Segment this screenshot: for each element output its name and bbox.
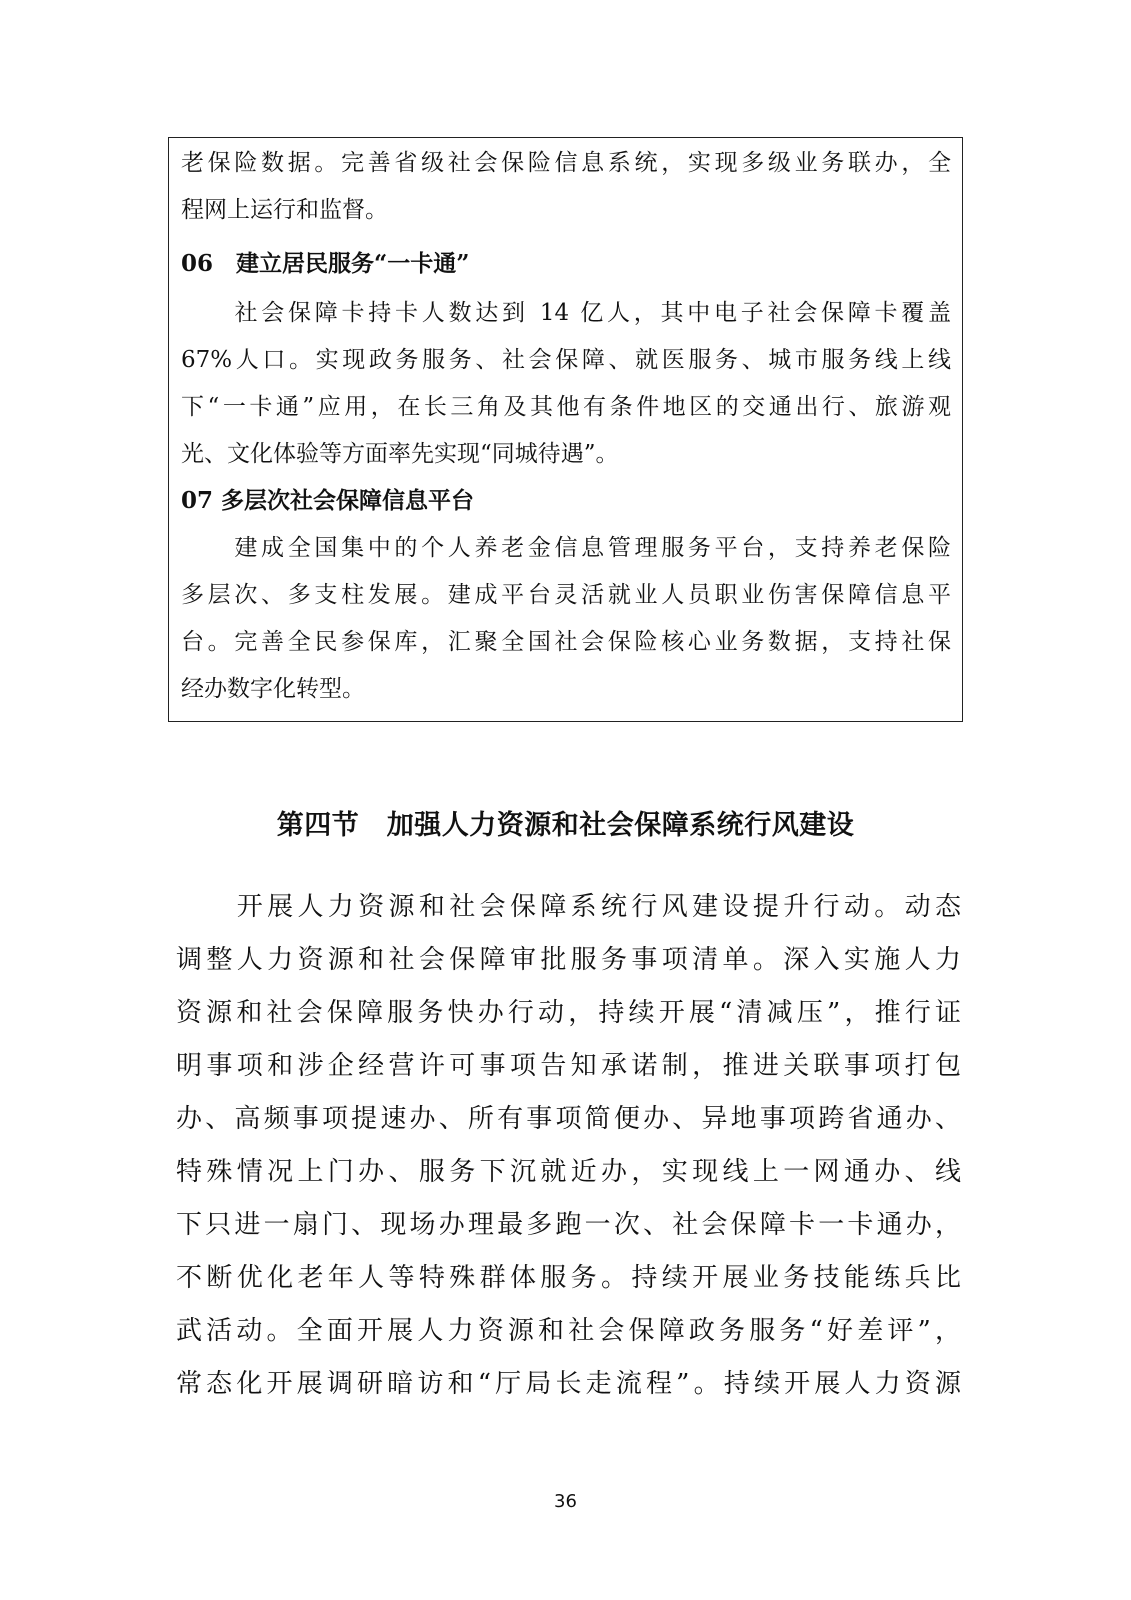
- box-text-line: 下“一卡通”应用，在长三角及其他有条件地区的交通出行、旅游观: [181, 394, 951, 420]
- box-text-line: 光、文化体验等方面率先实现“同城待遇”。: [181, 441, 619, 467]
- body-text-line: 常态化开展调研暗访和“厅局长走流程”。持续开展人力资源: [176, 1369, 961, 1399]
- body-text-line: 特殊情况上门办、服务下沉就近办，实现线上一网通办、线: [176, 1157, 961, 1187]
- body-text-line: 不断优化老年人等特殊群体服务。持续开展业务技能练兵比: [176, 1263, 961, 1293]
- box-item-heading-07: 07 多层次社会保障信息平台: [181, 487, 475, 514]
- page-number: 36: [554, 1491, 577, 1512]
- body-text-line: 开展人力资源和社会保障系统行风建设提升行动。动态: [176, 892, 961, 922]
- box-text-line: 老保险数据。完善省级社会保险信息系统，实现多级业务联办，全: [181, 150, 951, 176]
- box-text-line: 社会保障卡持卡人数达到 14 亿人，其中电子社会保障卡覆盖: [181, 300, 951, 326]
- body-text-line: 资源和社会保障服务快办行动，持续开展“清减压”，推行证: [176, 998, 961, 1028]
- section-title: 第四节 加强人力资源和社会保障系统行风建设: [276, 810, 855, 841]
- box-text-line: 程网上运行和监督。: [181, 197, 388, 223]
- body-text-line: 明事项和涉企经营许可事项告知承诺制，推进关联事项打包: [176, 1051, 961, 1081]
- box-text-line: 67%人口。实现政务服务、社会保障、就医服务、城市服务线上线: [181, 347, 951, 373]
- box-text-line: 多层次、多支柱发展。建成平台灵活就业人员职业伤害保障信息平: [181, 582, 951, 608]
- body-text-line: 调整人力资源和社会保障审批服务事项清单。深入实施人力: [176, 945, 961, 975]
- body-text-line: 办、高频事项提速办、所有事项简便办、异地事项跨省通办、: [176, 1104, 961, 1134]
- box-text-line: 经办数字化转型。: [181, 676, 365, 702]
- body-text-line: 武活动。全面开展人力资源和社会保障政务服务“好差评”，: [176, 1316, 961, 1346]
- body-text-line: 下只进一扇门、现场办理最多跑一次、社会保障卡一卡通办，: [176, 1210, 961, 1240]
- box-item-heading-06: 06 建立居民服务“一卡通”: [181, 250, 470, 277]
- box-text-line: 建成全国集中的个人养老金信息管理服务平台，支持养老保险: [181, 535, 951, 561]
- box-text-line: 台。完善全民参保库，汇聚全国社会保险核心业务数据，支持社保: [181, 629, 951, 655]
- highlight-box: [168, 137, 963, 722]
